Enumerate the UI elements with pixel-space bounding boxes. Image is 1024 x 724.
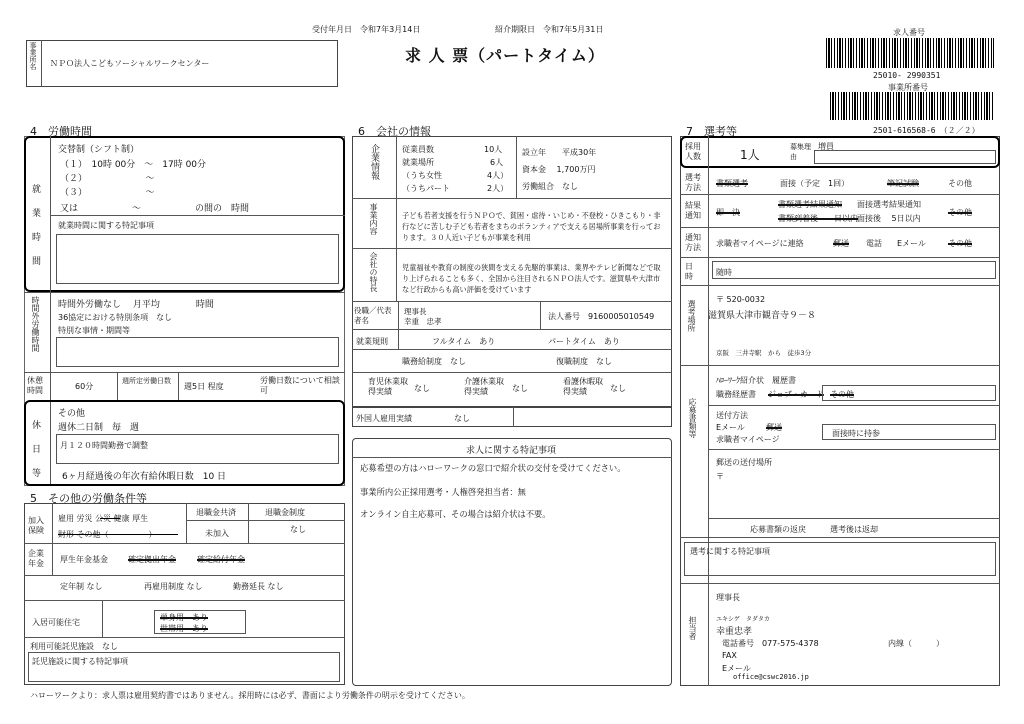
- employees: 従業員数: [402, 145, 434, 154]
- notify-email: Eメール: [897, 239, 926, 248]
- contact-kana: ユキシゲ タダタカ: [716, 616, 770, 623]
- mail-zip: 〒: [716, 472, 724, 481]
- insurance: 雇用 労災 公災 健康 厚生: [58, 514, 149, 523]
- extension: 勤務延長 なし: [233, 582, 284, 591]
- housing-field: [154, 610, 246, 634]
- insurance-label: 加入保険: [28, 516, 44, 535]
- holiday-weekly: 週休二日制 毎 週: [58, 423, 140, 433]
- shift-3: （３） ～: [60, 188, 155, 198]
- break-label: 休憩時間: [27, 376, 43, 395]
- section7-heading: 7 選考等: [686, 125, 737, 138]
- result-interview: 面接選考結果通知: [857, 200, 921, 209]
- received-date: 受付年月日 令和7年3月14日: [312, 25, 421, 34]
- send-method: 送付方法: [716, 411, 748, 420]
- job-special-heading: 求人に関する特記事項: [466, 446, 557, 456]
- housing-label: 入居可能住宅: [32, 618, 80, 627]
- pension-2: 確定拠出年金: [128, 555, 176, 564]
- send-mypage: 求職者マイページ: [716, 435, 780, 444]
- founded: 設立年 平成30年: [522, 148, 597, 157]
- send-bring: 面接時に持参: [832, 429, 880, 438]
- pension-3: 確定給付年金: [197, 555, 245, 564]
- nursing-leave-val: なし: [512, 384, 528, 393]
- job-number: 25010- 2990351: [873, 71, 941, 80]
- notify-other: その他: [948, 239, 972, 248]
- recruit-reason-label: 募集理由: [790, 143, 811, 161]
- doc-return: 応募書類の返戻 選考後は返却: [750, 525, 878, 534]
- features-label: 会社の特長: [369, 252, 378, 292]
- foreign-val: なし: [454, 414, 470, 423]
- shift-2: （２） ～: [60, 174, 155, 184]
- workplace: 就業場所: [402, 158, 434, 167]
- nursing-care: 看護休暇取得実績: [563, 377, 603, 396]
- send-email: Eメール: [716, 423, 745, 432]
- job-number-label: 求人番号: [893, 28, 925, 37]
- result-docs-days: 書類到着後 日以内: [778, 214, 858, 223]
- page-title: 求 人 票（パートタイム）: [405, 46, 605, 65]
- reason-field: [814, 150, 996, 164]
- special-period-field: [56, 337, 339, 367]
- rep-label: 役職／代表者名: [354, 306, 392, 325]
- corp-number: 法人番号 9160005010549: [548, 312, 655, 321]
- housing-single: 単身用 あり: [160, 613, 208, 622]
- weekly-days-label: 週所定労働日数: [122, 377, 171, 385]
- section5-heading: 5 その他の労働条件等: [30, 492, 147, 505]
- pension-1: 厚生年金基金: [60, 555, 108, 564]
- reinstate-system: 復職制度 なし: [556, 357, 612, 366]
- result-label: 結果通知: [685, 201, 701, 220]
- job-special-frame: [352, 438, 672, 686]
- rules-label: 就業規則: [356, 337, 388, 346]
- recruit-reason: 増員: [818, 142, 834, 151]
- method-interview: 面接（予定 1回）: [780, 179, 850, 188]
- office-number-barcode: [830, 92, 994, 120]
- holiday-other: その他: [58, 409, 86, 419]
- rules-part: パートタイム あり: [548, 337, 620, 346]
- union: 労働組合 なし: [522, 182, 578, 191]
- notify-mypage: 求職者マイページに連絡: [716, 239, 804, 248]
- office-label: 事業所名: [29, 42, 37, 70]
- send-post: 郵送: [766, 423, 782, 432]
- business-label: 事業内容: [369, 203, 378, 235]
- retire-system: なし: [290, 525, 306, 534]
- contact-label: 担当者: [688, 616, 697, 640]
- childcare-special: 託児施設に関する特記事項: [32, 657, 128, 666]
- method-other: その他: [948, 179, 972, 188]
- method-written: 筆記試験: [887, 179, 919, 188]
- shift-title: 交替制（シフト制）: [58, 145, 140, 155]
- childcare-leave-val: なし: [414, 384, 430, 393]
- doc-jobcard: ジョブ・カード: [768, 390, 824, 399]
- paid-leave: 6ヶ月経過後の年次有給休暇日数 10 日: [62, 472, 227, 482]
- retirement-age: 定年制 なし: [60, 582, 103, 591]
- retire-system-label: 退職金制度: [265, 508, 305, 517]
- retire-mutual-label: 退職金共済: [196, 508, 236, 517]
- capital: 資本金 1,700万円: [522, 165, 596, 174]
- place-address: 滋賀県大津市観音寺９－８: [708, 311, 817, 321]
- notify-phone: 電話: [866, 239, 882, 248]
- holiday-label: 休日等: [32, 421, 42, 479]
- overtime: 時間外労働なし 月平均 時間: [58, 300, 214, 310]
- features: 児童福祉や教育の制度の狭間を支える先駆的事業は、業界やテレビ新聞などで取り上げられることも多く、全国から注目されるＮＰＯ法人です。滋賀県や大津市など行政からも高い評価を受けています: [402, 263, 661, 294]
- section4-heading: 4 労働時間: [30, 125, 92, 138]
- days-consult: 労働日数について相談可: [260, 376, 340, 395]
- result-other: その他: [948, 208, 972, 217]
- place-access: 京阪 三井寺駅 から 徒歩3分: [716, 349, 812, 357]
- rules-full: フルタイム あり: [432, 337, 496, 346]
- nursing-care-val: なし: [610, 384, 626, 393]
- childcare-leave: 育児休業取得実績: [368, 377, 408, 396]
- contact-email[interactable]: office@cswc2016.jp: [733, 673, 809, 681]
- doc-other: その他: [830, 390, 854, 399]
- rep-title: 理事長: [404, 307, 427, 316]
- result-interview-days: 面接後 5日以内: [857, 214, 921, 223]
- women: （うち女性: [402, 171, 442, 180]
- shift-1: （１） 10時 00分 ～ 17時 00分: [60, 160, 207, 170]
- job-special-3: オンライン自主応募可、その場合は紹介状は不要。: [360, 509, 551, 519]
- or-between: 又は ～ の間の 時間: [60, 204, 250, 214]
- housing-family: 世帯用 あり: [160, 624, 208, 633]
- workplace-val: 6人: [490, 158, 504, 167]
- part-timers-val: 2人）: [487, 184, 509, 193]
- business: 子ども若者支援を行うＮＰＯで、貧困・虐待・いじめ・不登校・ひきこもり・非行などに苦しむ子ども若者をまちのボランティアで支える居場所事業を行っております。３０人近い子どもが事業を利用: [402, 211, 661, 242]
- method-label: 選考方法: [685, 173, 701, 192]
- nursing-leave: 介護休業取得実績: [464, 377, 504, 396]
- doc-career: 職務経歴書: [716, 390, 756, 399]
- weekly-days: 週5日 程度: [184, 382, 224, 391]
- office-number-label: 事業所番号: [888, 83, 928, 92]
- selection-special: 選考に関する特記事項: [690, 547, 770, 556]
- office-name: ＮＰＯ法人こどもソーシャルワークセンター: [50, 59, 210, 68]
- hire-count: 1人: [740, 148, 760, 162]
- footer-note: ハローワークより：求人票は雇用契約書ではありません。採用時には必ず、書面により労働条件の明示を受けてください。: [30, 691, 470, 700]
- date-label: 日時: [685, 262, 693, 281]
- foreign: 外国人雇用実績: [356, 414, 412, 423]
- place-zip: 〒 520-0032: [716, 295, 766, 304]
- date-field: [712, 261, 996, 279]
- break-value: 60分: [75, 382, 94, 391]
- work-hours-special-label: 就業時間に関する特記事項: [58, 221, 154, 230]
- result-immediate: 即 決: [716, 208, 740, 217]
- childcare-facility: 利用可能託児施設 なし: [30, 642, 118, 651]
- pension-label: 企業年金: [28, 549, 44, 568]
- rep-name: 幸重 忠孝: [404, 317, 442, 326]
- allowance-system: 職務給制度 なし: [402, 357, 466, 366]
- holiday-note: 月１２０時間勤務で調整: [60, 441, 148, 450]
- retire-mutual: 未加入: [205, 529, 229, 538]
- special-period: 特別な事情・期間等: [58, 326, 130, 335]
- doc-other-field: [822, 385, 996, 401]
- notify-post: 郵送: [833, 239, 849, 248]
- overtime-label: 時間外労働時間: [31, 296, 40, 352]
- hire-count-label: 採用人数: [685, 142, 701, 161]
- women-val: 4人）: [487, 171, 509, 180]
- contact-title: 理事長: [716, 593, 740, 602]
- place-label: 選考場所: [687, 300, 696, 332]
- method-docs: 書類選考: [716, 179, 748, 188]
- mail-place: 郵送の送付場所: [716, 458, 772, 467]
- contact-extension: 内線（ ）: [888, 639, 944, 648]
- contact-phone: 電話番号 077-575-4378: [722, 639, 819, 648]
- contact-name: 幸重忠孝: [716, 627, 753, 637]
- rehire: 再雇用制度 なし: [144, 582, 203, 591]
- work-hours-special-field: [56, 234, 339, 284]
- date-value: 随時: [716, 268, 732, 277]
- company-info-label: 企業情報: [369, 144, 379, 180]
- result-docs: 書類選考結果通知: [778, 200, 842, 209]
- agreement-36: 36協定における特別条項 なし: [58, 313, 173, 322]
- insurance-2: 財形 その他（ ）: [58, 530, 157, 539]
- work-hours-label: 就業時間: [32, 185, 42, 267]
- office-number: 2501-616568-6 （２／２）: [873, 126, 980, 135]
- referral-deadline: 紹介期限日 令和7年5月31日: [495, 25, 604, 34]
- notify-label: 通知方法: [685, 233, 701, 252]
- section6-heading: 6 会社の情報: [358, 125, 431, 138]
- job-special-2: 事業所内公正採用選考・人権啓発担当者：無: [360, 487, 526, 497]
- docs-label: 応募書類等: [688, 398, 697, 438]
- part-timers: （うちパート: [402, 184, 450, 193]
- job-special-1: 応募希望の方はハローワークの窓口で紹介状の交付を受けてください。: [360, 463, 626, 473]
- employees-val: 10人: [484, 145, 503, 154]
- contact-fax: FAX: [722, 651, 737, 660]
- doc-referral-resume: ﾊﾛｰﾜｰｸ紹介状 履歴書: [716, 376, 796, 385]
- contact-email-label: Eメール: [722, 664, 751, 673]
- job-number-barcode: [826, 38, 994, 68]
